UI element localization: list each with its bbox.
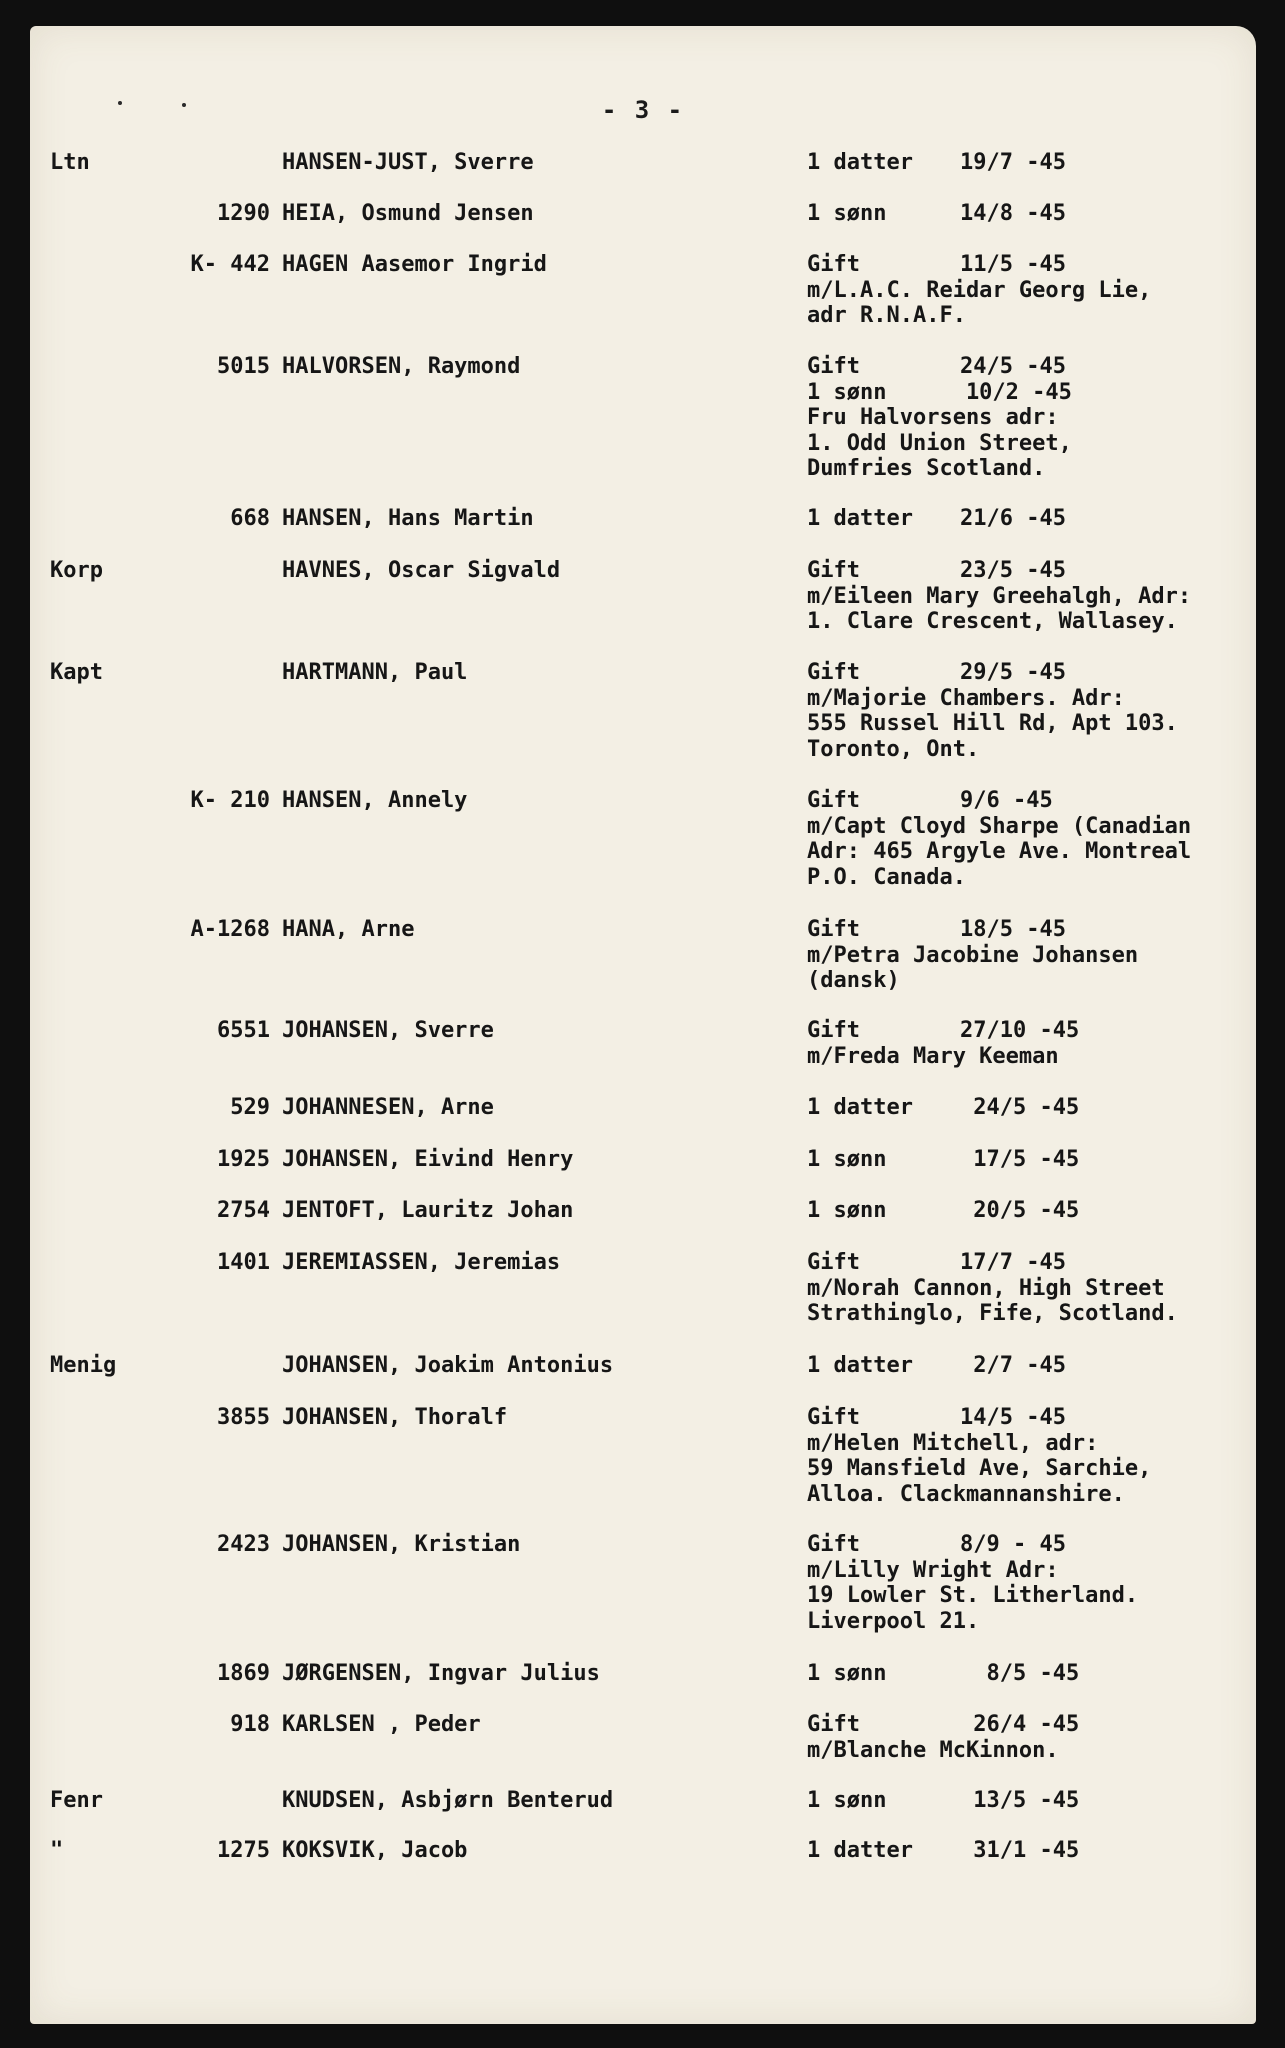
entry-name: KNUDSEN, Asbjørn Benterud <box>282 1788 614 1813</box>
entry-date: 23/5 -45 <box>960 558 1066 583</box>
entry-event: 1 sønn <box>807 1198 887 1223</box>
entry-details <box>807 380 1072 482</box>
entry-detail-line: 1. Odd Union Street, <box>807 430 1072 456</box>
entry-event: Gift <box>807 660 860 685</box>
entry-event: Gift <box>807 354 860 379</box>
entry-detail-line: 1. Clare Crescent, Wallasey. <box>807 609 1178 634</box>
entry-details <box>807 584 1191 635</box>
entry-detail-line: m/Freda Mary Keeman <box>807 1043 1059 1069</box>
entry-date: 24/5 -45 <box>960 1095 1080 1120</box>
entry-name: HEIA, Osmund Jensen <box>282 201 534 226</box>
entry-event: 1 datter <box>807 1353 913 1378</box>
entry-number: 529 <box>230 1095 270 1120</box>
entry-number: 1290 <box>217 201 270 226</box>
entry-list <box>30 26 1256 2024</box>
entry-number: A-1268 <box>190 917 270 942</box>
entry-name: JOHANSEN, Sverre <box>282 1018 494 1043</box>
entry-date: 2/7 -45 <box>960 1353 1066 1378</box>
entry-details <box>807 814 1191 891</box>
entry-detail-line: 59 Mansfield Ave, Sarchie, <box>807 1456 1152 1481</box>
entry-event: Gift <box>807 1018 860 1043</box>
entry-event: 1 datter <box>807 506 913 531</box>
entry-name: JOHANSEN, Kristian <box>282 1532 521 1557</box>
document-page <box>30 26 1256 2024</box>
entry-rank: Fenr <box>50 1788 103 1813</box>
entry-details <box>807 686 1178 763</box>
entry-event: 1 sønn <box>807 1788 887 1813</box>
entry-number: 1275 <box>217 1838 270 1863</box>
entry-date: 24/5 -45 <box>960 354 1066 379</box>
entry-date: 26/4 -45 <box>960 1712 1080 1737</box>
entry-detail-line: 555 Russel Hill Rd, Apt 103. <box>807 711 1178 736</box>
entry-date: 9/6 -45 <box>960 788 1053 813</box>
entry-number: 1925 <box>217 1147 270 1172</box>
entry-event: 1 sønn <box>807 201 887 226</box>
entry-date: 17/7 -45 <box>960 1250 1066 1275</box>
entry-detail-line: adr R.N.A.F. <box>807 303 966 328</box>
entry-date: 29/5 -45 <box>960 660 1066 685</box>
entry-detail-line: m/Eileen Mary Greehalgh, Adr: <box>807 583 1192 609</box>
entry-name: JOHANSEN, Joakim Antonius <box>282 1353 614 1378</box>
entry-number: 3855 <box>217 1405 270 1430</box>
entry-event: 1 datter <box>807 150 913 175</box>
entry-date: 18/5 -45 <box>960 917 1066 942</box>
entry-detail-line: Dumfries Scotland. <box>807 456 1046 481</box>
entry-date: 20/5 -45 <box>960 1198 1080 1223</box>
entry-detail-line: 19 Lowler St. Litherland. <box>807 1583 1139 1608</box>
entry-number: 918 <box>230 1712 270 1737</box>
entry-date: 14/5 -45 <box>960 1405 1066 1430</box>
entry-name: JENTOFT, Lauritz Johan <box>282 1198 574 1223</box>
entry-event: Gift <box>807 1532 860 1557</box>
entry-name: KOKSVIK, Jacob <box>282 1838 468 1863</box>
entry-name: HANSEN, Annely <box>282 788 468 813</box>
entry-event: Gift <box>807 1405 860 1430</box>
entry-number: 6551 <box>217 1018 270 1043</box>
entry-detail-line: m/Majorie Chambers. Adr: <box>807 685 1125 711</box>
entry-name: HAVNES, Oscar Sigvald <box>282 558 561 583</box>
entry-date: 21/6 -45 <box>960 506 1066 531</box>
entry-detail-line: Strathinglo, Fife, Scotland. <box>807 1301 1178 1326</box>
entry-rank: Kapt <box>50 660 103 685</box>
entry-rank: " <box>50 1838 64 1863</box>
entry-details <box>807 1044 1059 1070</box>
entry-number: 2423 <box>217 1532 270 1557</box>
entry-details <box>807 1558 1138 1635</box>
entry-event: Gift <box>807 788 860 813</box>
entry-number: 1869 <box>217 1661 270 1686</box>
entry-details <box>807 1431 1151 1508</box>
entry-date: 14/8 -45 <box>960 201 1066 226</box>
entry-number: 2754 <box>217 1198 270 1223</box>
entry-date: 8/5 -45 <box>960 1661 1080 1686</box>
entry-rank: Korp <box>50 558 103 583</box>
entry-details <box>807 278 1151 329</box>
entry-name: HARTMANN, Paul <box>282 660 468 685</box>
entry-name: JEREMIASSEN, Jeremias <box>282 1250 561 1275</box>
entry-name: HANA, Arne <box>282 917 415 942</box>
entry-detail-line: m/Norah Cannon, High Street <box>807 1275 1165 1301</box>
entry-name: HANSEN-JUST, Sverre <box>282 150 534 175</box>
entry-detail-line: P.O. Canada. <box>807 864 966 890</box>
entry-detail-line: (dansk) <box>807 968 900 993</box>
entry-detail-line: 1 sønn 10/2 -45 <box>807 379 1072 405</box>
entry-number: 5015 <box>217 354 270 379</box>
entry-date: 17/5 -45 <box>960 1147 1080 1172</box>
entry-date: 31/1 -45 <box>960 1838 1080 1863</box>
entry-name: HALVORSEN, Raymond <box>282 354 521 379</box>
entry-detail-line: m/Capt Cloyd Sharpe (Canadian <box>807 813 1192 839</box>
entry-date: 8/9 - 45 <box>960 1532 1066 1557</box>
entry-name: JØRGENSEN, Ingvar Julius <box>282 1661 600 1686</box>
entry-detail-line: Toronto, Ont. <box>807 736 980 762</box>
entry-event: Gift <box>807 917 860 942</box>
entry-number: 1401 <box>217 1250 270 1275</box>
entry-name: KARLSEN , Peder <box>282 1712 481 1737</box>
entry-event: Gift <box>807 252 860 277</box>
entry-details <box>807 943 1138 994</box>
entry-detail-line: Liverpool 21. <box>807 1608 980 1634</box>
entry-detail-line: m/Blanche McKinnon. <box>807 1737 1059 1763</box>
entry-event: 1 sønn <box>807 1147 887 1172</box>
entry-event: 1 datter <box>807 1838 913 1863</box>
entry-date: 27/10 -45 <box>960 1018 1080 1043</box>
entry-date: 19/7 -45 <box>960 150 1066 175</box>
entry-date: 13/5 -45 <box>960 1788 1080 1813</box>
entry-detail-line: Adr: 465 Argyle Ave. Montreal <box>807 839 1192 864</box>
entry-event: Gift <box>807 1712 860 1737</box>
page-number: - 3 - <box>601 96 685 124</box>
entry-date: 11/5 -45 <box>960 252 1066 277</box>
entry-rank: Menig <box>50 1353 117 1378</box>
entry-name: JOHANSEN, Thoralf <box>282 1405 508 1430</box>
entry-details <box>807 1276 1178 1327</box>
entry-name: HANSEN, Hans Martin <box>282 506 534 531</box>
entry-name: HAGEN Aasemor Ingrid <box>282 252 547 277</box>
entry-detail-line: Alloa. Clackmannanshire. <box>807 1481 1125 1507</box>
entry-detail-line: m/Helen Mitchell, adr: <box>807 1430 1099 1456</box>
entry-rank: Ltn <box>50 150 90 175</box>
entry-details <box>807 1738 1059 1764</box>
entry-number: K- 442 <box>190 252 270 277</box>
entry-event: 1 datter <box>807 1095 913 1120</box>
entry-detail-line: m/Lilly Wright Adr: <box>807 1557 1059 1583</box>
entry-name: JOHANNESEN, Arne <box>282 1095 494 1120</box>
entry-event: Gift <box>807 1250 860 1275</box>
entry-number: K- 210 <box>190 788 270 813</box>
entry-detail-line: m/Petra Jacobine Johansen <box>807 942 1139 968</box>
entry-event: 1 sønn <box>807 1661 887 1686</box>
entry-event: Gift <box>807 558 860 583</box>
entry-number: 668 <box>230 506 270 531</box>
entry-name: JOHANSEN, Eivind Henry <box>282 1147 574 1172</box>
entry-detail-line: Fru Halvorsens adr: <box>807 405 1059 430</box>
entry-detail-line: m/L.A.C. Reidar Georg Lie, <box>807 277 1152 303</box>
